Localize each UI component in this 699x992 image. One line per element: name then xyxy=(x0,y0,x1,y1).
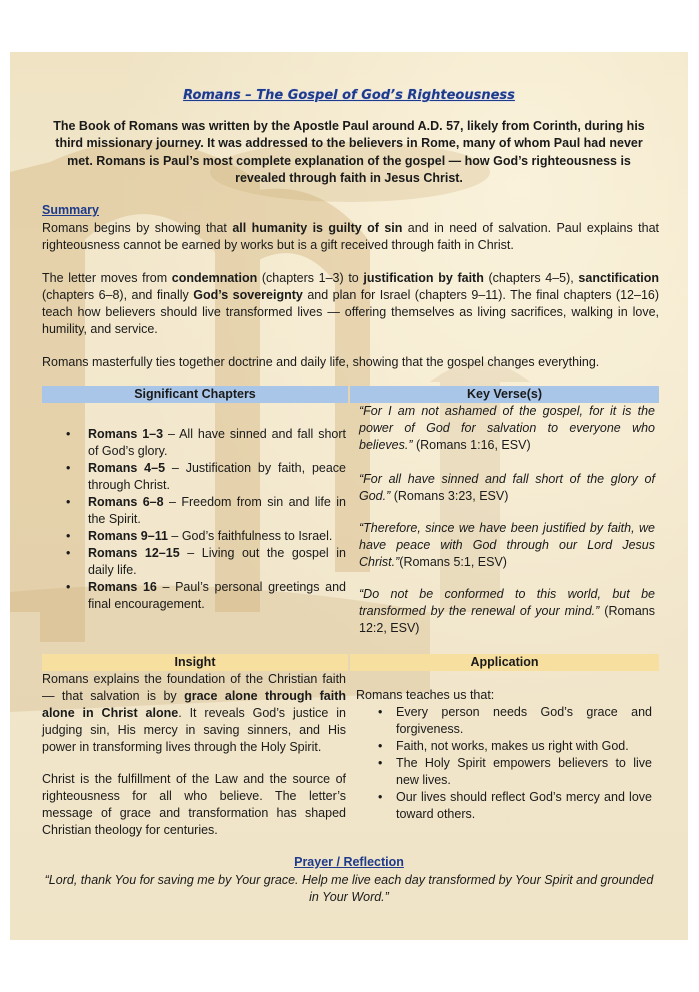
list-item: • Romans 16 – Paul’s personal greetings and final encouragement. xyxy=(58,579,346,613)
list-item: • The Holy Spirit empowers believers to live new lives. xyxy=(376,755,652,789)
summary-paragraph-3: Romans masterfully ties together doctrine and daily life, showing that the gospel changes everything. xyxy=(42,355,600,369)
insight-paragraph-1: Romans explains the foundation of the Christian faith — that salvation is by grace alone through faith alone in Christ alone. It reveals God’s justice in judging sin, His mercy in saving sinners, and His power in transforming lives through the Holy Spirit. xyxy=(42,672,347,754)
table-header-key-verses: Key Verse(s) xyxy=(350,386,659,403)
list-item: • Romans 6–8 – Freedom from sin and life in the Spirit. xyxy=(58,494,346,528)
list-item: • Romans 9–11 – God’s faithfulness to Israel. xyxy=(58,528,346,545)
prayer-text: “Lord, thank You for saving me by Your grace. Help me live each day transformed by Your Spirit and grounded in Your Word.” xyxy=(44,873,654,904)
list-item: • Our lives should reflect God’s mercy and love toward others. xyxy=(376,789,652,823)
list-item: • Faith, not works, makes us right with God. xyxy=(376,738,652,755)
list-item: • Every person needs God’s grace and forgiveness. xyxy=(376,704,652,738)
key-verse-2: “For all have sinned and fall short of the glory of God.” (Romans 3:23, ESV) xyxy=(359,472,655,503)
table-header-application: Application xyxy=(350,654,659,671)
page-background xyxy=(10,52,688,940)
document-content xyxy=(10,52,688,940)
list-item: • Romans 12–15 – Living out the gospel in daily life. xyxy=(58,545,346,579)
application-list xyxy=(376,704,652,823)
key-verse-4: “Do not be conformed to this world, but be transformed by the renewal of your mind.” (Romans 12:2, ESV) xyxy=(359,587,656,635)
key-verse-3: “Therefore, since we have been justified by faith, we have peace with God through our Lord Jesus Christ.”(Romans 5:1, ESV) xyxy=(359,521,655,569)
page-title: Romans – The Gospel of God’s Righteousness xyxy=(183,88,515,103)
list-item: • Romans 1–3 – All have sinned and fall short of God’s glory. xyxy=(58,426,346,460)
summary-paragraph-2: The letter moves from condemnation (chapters 1–3) to justification by faith (chapters 4–5), sanctification (chapters 6–8), and finally God’s sovereignty and plan for Israel (chapters 9–11). The final chapters (12–16) teach how believers should live transformed lives — offering themselves as living sacrifices, walking in love, humility, and service. xyxy=(42,271,660,336)
intro-paragraph: The Book of Romans was written by the Apostle Paul around A.D. 57, likely from Corinth, during his third missionary journey. It was addressed to the believers in Rome, many of whom Paul had never met. Romans is Paul’s most complete explanation of the gospel — how God’s righteousness is revealed through faith in Jesus Christ. xyxy=(53,119,645,185)
significant-chapters-list xyxy=(58,426,346,613)
list-item: • Romans 4–5 – Justification by faith, peace through Christ. xyxy=(58,460,346,494)
summary-heading: Summary xyxy=(42,203,99,217)
key-verse-1: “For I am not ashamed of the gospel, for it is the power of God for salvation to everyone who believes.” (Romans 1:16, ESV) xyxy=(359,404,655,452)
application-intro: Romans teaches us that: xyxy=(356,688,495,702)
summary-paragraph-1: Romans begins by showing that all humanity is guilty of sin and in need of salvation. Paul explains that righteousness cannot be earned by works but is a gift received through faith in Christ. xyxy=(42,221,659,252)
table-header-significant-chapters: Significant Chapters xyxy=(42,386,348,403)
table-header-insight: Insight xyxy=(42,654,348,671)
prayer-heading: Prayer / Reflection xyxy=(294,855,404,869)
insight-paragraph-2: Christ is the fulfillment of the Law and the source of righteousness for all who believe. The letter’s message of grace and transformation has shaped Christian theology for centuries. xyxy=(42,772,346,837)
